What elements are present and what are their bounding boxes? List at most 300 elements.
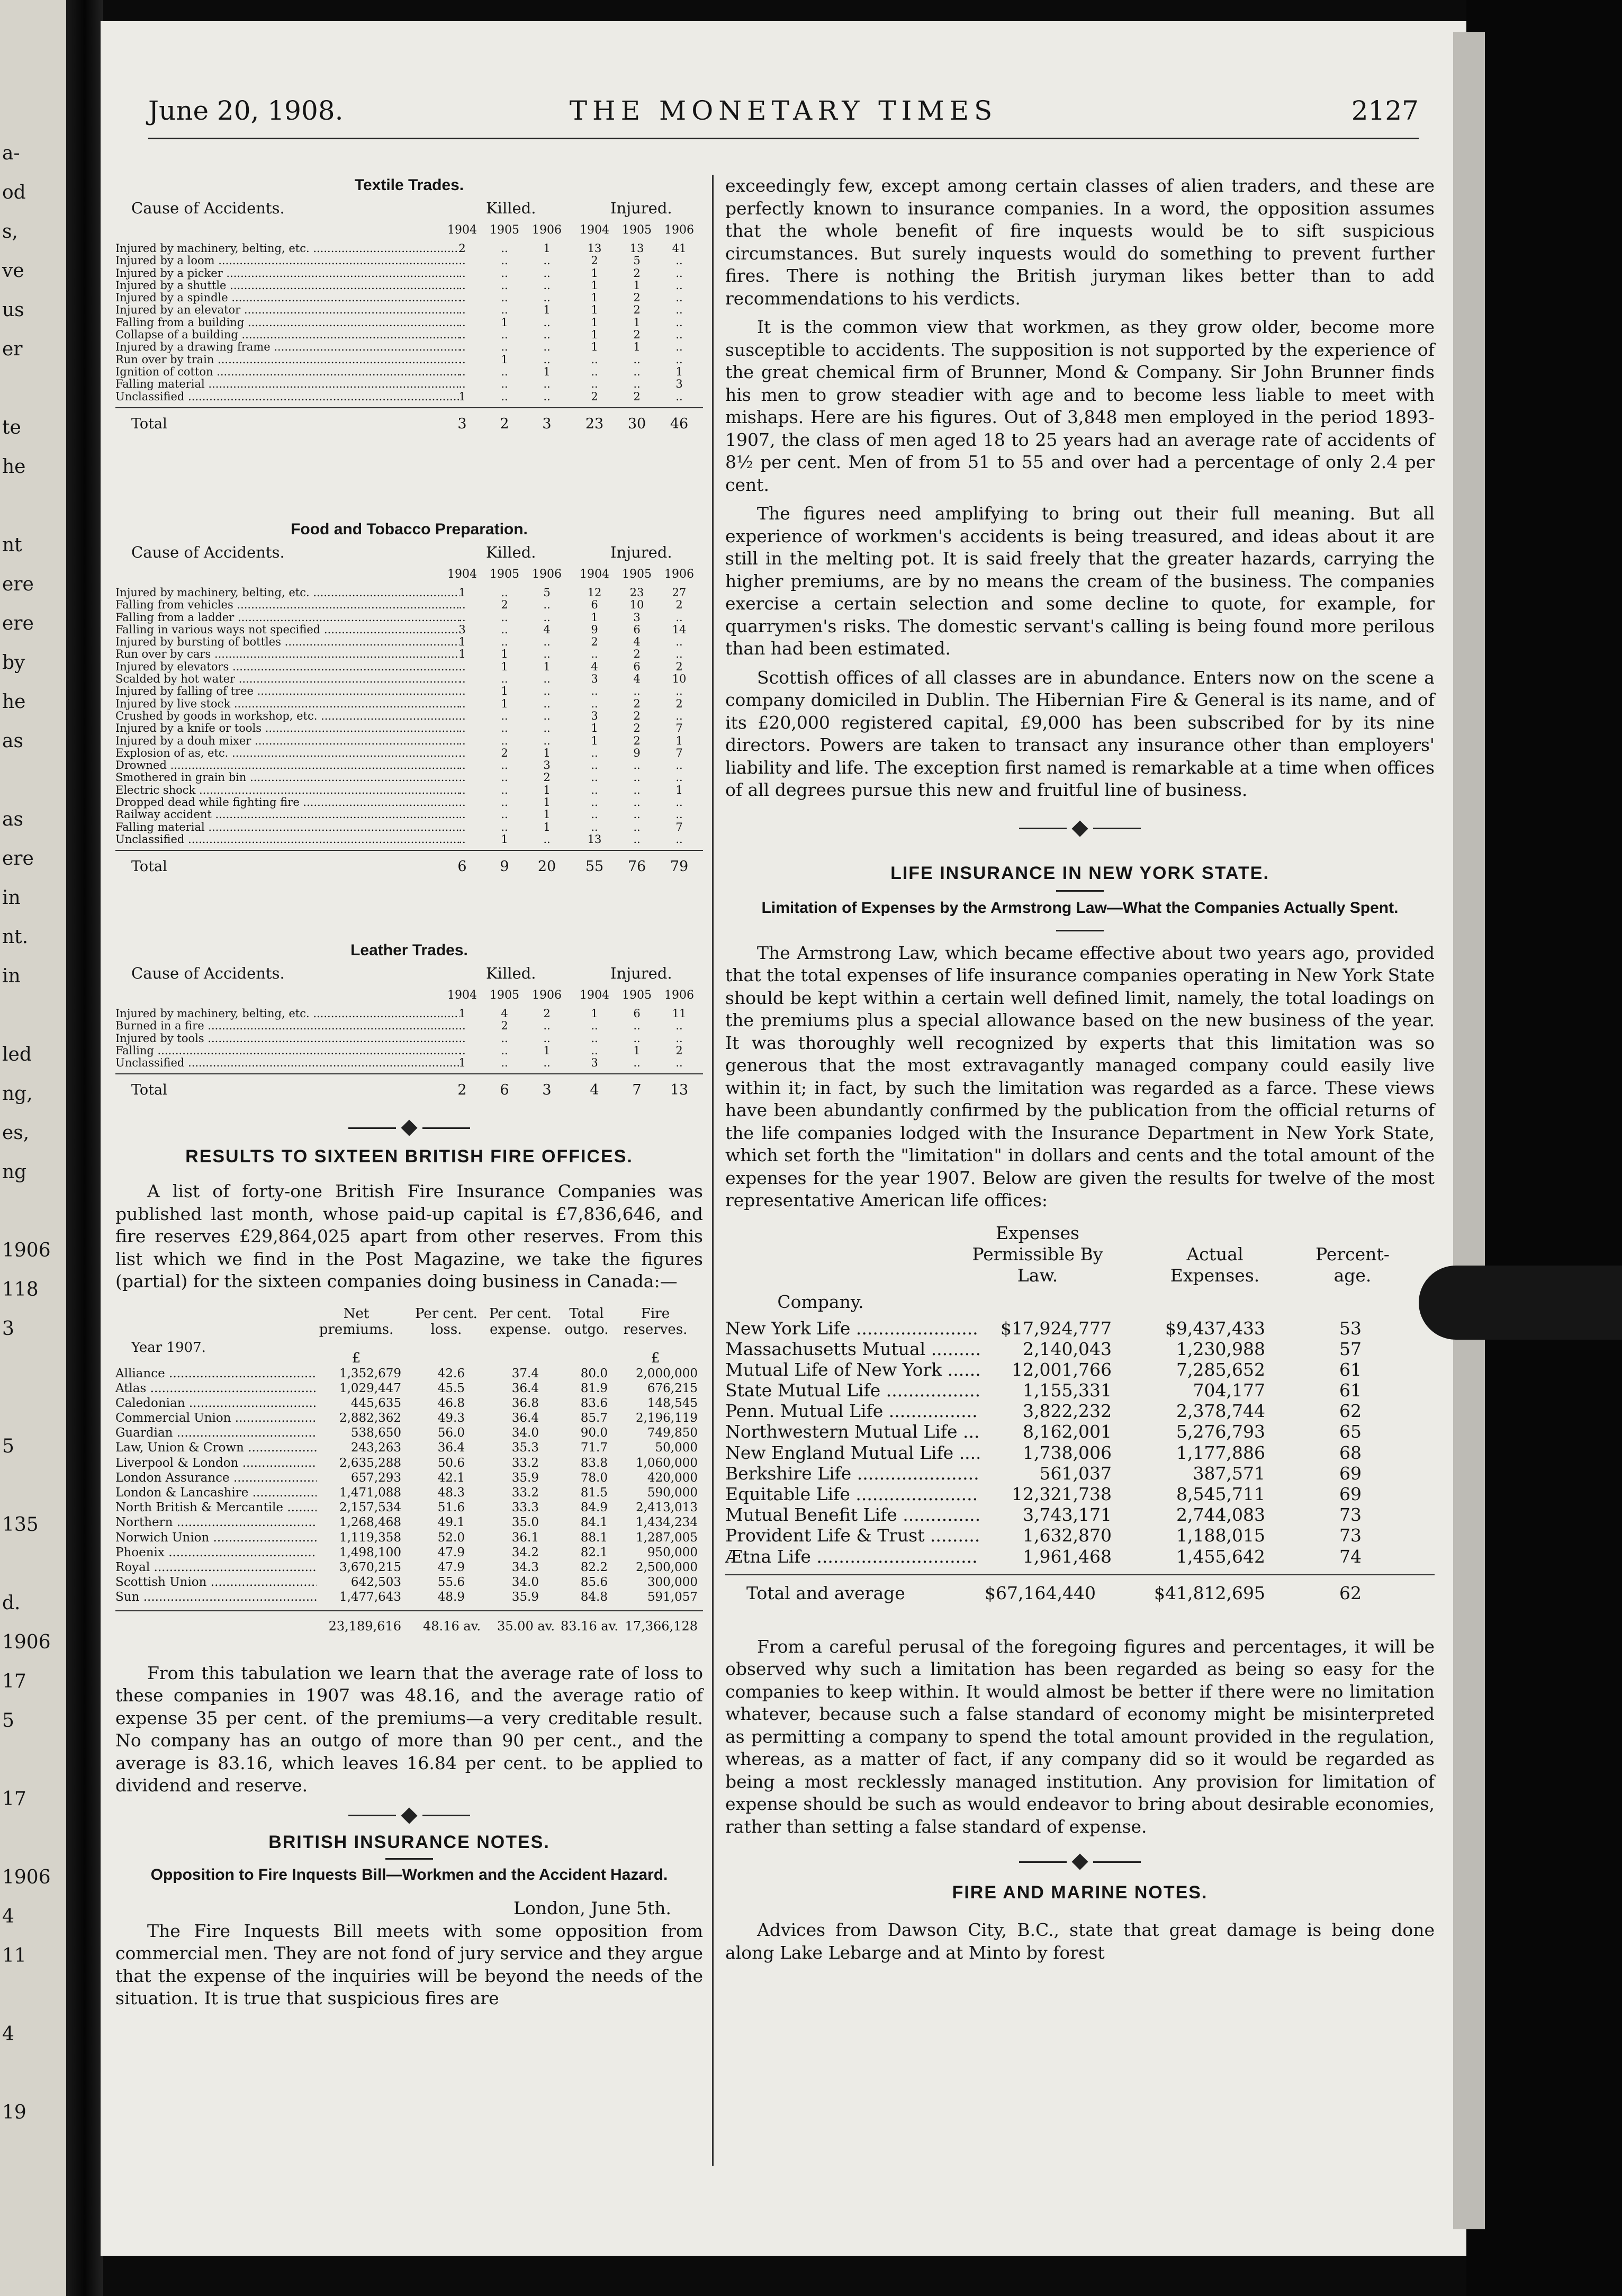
page-number: 2127 [1351, 95, 1419, 126]
count-cell: 13 [629, 242, 644, 255]
table-row [725, 1525, 1435, 1546]
section-ornament [115, 1115, 703, 1141]
table-row [115, 636, 703, 648]
cause-label: Injured by elevators ..... [115, 661, 459, 673]
count-cell: 11 [672, 1007, 687, 1020]
count-cell: 1 [458, 1056, 466, 1070]
col-percentage: Percent-age. [1315, 1243, 1390, 1286]
count-cell: .. [501, 808, 508, 821]
total-cell: 3 [542, 415, 552, 432]
british-notes-heading: BRITISH INSURANCE NOTES. [268, 1832, 550, 1852]
total-label: Total and average [746, 1582, 905, 1603]
table-row [115, 1515, 703, 1530]
count-cell: 3 [543, 759, 551, 772]
value-cell: 36.4 [511, 1411, 539, 1425]
value-cell: 61 [1339, 1380, 1362, 1401]
count-cell: 1 [543, 242, 551, 255]
count-cell: .. [591, 1019, 598, 1033]
count-cell: 4 [633, 635, 641, 649]
british-notes-para2: It is the common view that workmen, as they grow older, become more susceptible to accidents. The supposition is not supported by the experience of the great chemical firm of Brunner, Mond & Company. Sir John Brunner finds his men to grow steadier with age and to become less liable to meet with mishaps. Here are his figures. Out of 3,848 men employed in the period 1893-1907, the class of men aged 18 to 25 years had an average rate of accidents of 8½ per cent. Men of from 51 to 55 and over had a percentage of only 2.4 per cent. [725, 317, 1435, 495]
adjacent-text-fragment: ve [2, 260, 24, 282]
value-cell: 12,001,766 [1012, 1359, 1112, 1380]
value-cell: 1,268,468 [339, 1515, 401, 1530]
value-cell: 84.9 [580, 1501, 608, 1515]
count-cell: .. [675, 340, 683, 354]
count-cell: 3 [675, 378, 683, 391]
count-cell: 2 [633, 722, 641, 735]
count-cell: .. [633, 771, 641, 784]
year-label: 1905 [490, 568, 519, 581]
table-row [115, 747, 703, 759]
cause-label: Drowned ..... [115, 759, 459, 772]
count-cell: 2 [591, 254, 598, 267]
count-cell: 1 [501, 685, 508, 698]
count-cell: .. [458, 303, 466, 317]
value-cell: 42.1 [437, 1470, 465, 1485]
count-cell: .. [501, 328, 508, 342]
fire-offices-conclusion: From this tabulation we learn that the average rate of loss to these companies in 1907 was 48.16, and the average ratio of expense 35 per cent. of the premiums—a very creditable result. No company has an outgo of more than 90 per cent., and the average is 83.16, which leaves 16.84 per cent. to be applied to dividend and reserve. [115, 1662, 703, 1796]
value-cell: 1,434,234 [635, 1515, 698, 1530]
life-table-body [725, 1318, 1435, 1567]
count-cell: 1 [591, 279, 598, 292]
column-divider [712, 175, 714, 2166]
count-cell: 3 [591, 1056, 598, 1070]
adjacent-text-fragment: 3 [2, 1318, 14, 1340]
adjacent-text-fragment: od [2, 182, 26, 203]
adjacent-text-fragment: us [2, 299, 24, 321]
year-header-row [115, 568, 703, 587]
fire-table-body [115, 1366, 703, 1605]
count-cell: 2 [501, 1019, 508, 1033]
count-cell: .. [633, 832, 641, 846]
year-label: 1905 [490, 223, 519, 237]
count-cell: .. [458, 697, 466, 710]
count-cell: .. [501, 759, 508, 772]
value-cell: 56.0 [437, 1426, 465, 1440]
table-row [115, 1560, 703, 1575]
adjacent-text-fragment: 17 [2, 1788, 26, 1810]
count-cell: 1 [633, 340, 641, 354]
count-cell: .. [458, 685, 466, 698]
value-cell: 1,287,005 [635, 1530, 698, 1545]
count-cell: .. [543, 266, 551, 280]
table-row [115, 255, 703, 267]
count-cell: .. [501, 820, 508, 833]
value-cell: 50.6 [437, 1456, 465, 1470]
col-reserves: Fire reserves. [623, 1305, 688, 1338]
adjacent-text-fragment: nt [2, 534, 22, 556]
count-cell: .. [591, 808, 598, 821]
count-cell: 1 [543, 783, 551, 796]
col-company: Company. [777, 1291, 864, 1312]
count-cell: 2 [633, 390, 641, 403]
count-cell: .. [675, 328, 683, 342]
year-label: 1906 [532, 989, 562, 1002]
year-label: 1905 [622, 989, 652, 1002]
cause-label: Injured by machinery, belting, etc. ..... [115, 243, 459, 255]
total-cell: 4 [590, 1082, 599, 1099]
count-cell: .. [591, 365, 598, 378]
col-expense: Per cent. expense. [489, 1305, 552, 1338]
company-name: New York Life ..... [725, 1318, 979, 1339]
count-cell: 1 [501, 316, 508, 329]
count-cell: .. [675, 266, 683, 280]
count-cell: .. [543, 316, 551, 329]
value-cell: 81.5 [580, 1486, 608, 1500]
value-cell: 34.0 [511, 1575, 539, 1590]
count-cell: 6 [633, 623, 641, 636]
value-cell: 5,276,793 [1176, 1421, 1265, 1442]
count-cell: .. [501, 1044, 508, 1057]
adjacent-text-fragment: 1906 [2, 1867, 51, 1888]
company-name: Commercial Union ..... [115, 1411, 317, 1425]
year-label: 1906 [532, 568, 562, 581]
count-cell: .. [543, 1019, 551, 1033]
count-cell: 12 [587, 586, 602, 599]
count-cell: 6 [633, 660, 641, 673]
count-cell: .. [501, 279, 508, 292]
value-cell: 33.3 [511, 1501, 539, 1515]
count-cell: 2 [633, 709, 641, 722]
table-row [725, 1359, 1435, 1380]
company-name: London & Lancashire ..... [115, 1485, 317, 1500]
count-cell: .. [543, 734, 551, 747]
count-cell: .. [591, 759, 598, 772]
cause-label: Falling material ..... [115, 821, 459, 833]
value-cell: 2,635,288 [339, 1456, 401, 1470]
total-actual: $41,812,695 [1154, 1582, 1265, 1603]
value-cell: 45.5 [437, 1381, 465, 1395]
value-cell: 65 [1339, 1421, 1362, 1442]
count-cell: 14 [672, 623, 687, 636]
life-table-header [725, 1217, 1435, 1318]
cause-label: Unclassified ..... [115, 1057, 459, 1069]
count-cell: .. [591, 648, 598, 661]
value-cell: 33.2 [511, 1456, 539, 1470]
value-cell: 12,321,738 [1012, 1484, 1112, 1504]
value-cell: 148,545 [647, 1396, 698, 1410]
fire-marine-para1: Advices from Dawson City, B.C., state that great damage is being done along Lake Lebarge and at Minto by forest [725, 1920, 1435, 1963]
count-cell: .. [458, 808, 466, 821]
value-cell: 445,635 [350, 1396, 401, 1410]
injured-label: Injured. [610, 964, 672, 982]
cause-label: Injured by a loom ..... [115, 255, 459, 267]
table-row [725, 1504, 1435, 1525]
british-notes-para4: Scottish offices of all classes are in abundance. Enters now on the scene a company domiciled in Dublin. The Hibernian Fire & General is its name, and of its £20,000 registered capital, £9,000 has been subscribed for by its nine directors. Powers are taken to transact any insurance other than employers' liability and life. The exception first named is remarkable at a time when offices of all degrees pursue this new and fruitful line of business. [725, 667, 1435, 800]
table-row [115, 1381, 703, 1396]
fire-table-header [115, 1303, 703, 1366]
count-cell: 10 [672, 672, 687, 686]
count-cell: 1 [543, 746, 551, 759]
value-cell: 49.1 [437, 1515, 465, 1530]
table-row [725, 1401, 1435, 1421]
cause-label: Burned in a fire ..... [115, 1020, 459, 1032]
count-cell: .. [675, 635, 683, 649]
count-cell: 9 [591, 623, 598, 636]
count-cell: .. [458, 1032, 466, 1045]
year-label: 1906 [664, 989, 694, 1002]
value-cell: 3,822,232 [1023, 1401, 1112, 1422]
divider [385, 1858, 433, 1860]
count-cell: .. [543, 832, 551, 846]
table-title: Textile Trades. [354, 176, 464, 194]
count-cell: 7 [675, 820, 683, 833]
company-name: Caledonian ..... [115, 1396, 317, 1411]
adjacent-text-fragment: te [2, 417, 21, 438]
value-cell: 561,037 [1039, 1463, 1112, 1484]
count-cell: .. [591, 820, 598, 833]
value-cell: 71.7 [580, 1441, 608, 1455]
adjacent-text-fragment: 11 [2, 1945, 26, 1967]
cause-label: Smothered in grain bin ..... [115, 772, 459, 784]
company-name: Atlas ..... [115, 1381, 317, 1396]
count-cell: 1 [543, 820, 551, 833]
count-cell: .. [543, 279, 551, 292]
value-cell: 1,119,358 [339, 1530, 401, 1545]
count-cell: .. [501, 390, 508, 403]
table-row [115, 685, 703, 697]
value-cell: 46.8 [437, 1396, 465, 1410]
count-cell: .. [543, 598, 551, 612]
count-cell: 1 [501, 697, 508, 710]
count-cell: 2 [675, 697, 683, 710]
value-cell: 1,961,468 [1023, 1546, 1112, 1567]
table-row [725, 1463, 1435, 1484]
value-cell: 1,230,988 [1176, 1338, 1265, 1359]
count-cell: .. [458, 291, 466, 304]
count-cell: .. [591, 746, 598, 759]
count-cell: .. [633, 1056, 641, 1070]
textile-trades-table [115, 175, 703, 519]
value-cell: 73 [1339, 1525, 1362, 1546]
company-name: Mutual Benefit Life ..... [725, 1504, 979, 1525]
value-cell: 84.8 [580, 1590, 608, 1604]
value-cell: 85.6 [580, 1575, 608, 1590]
table-row [115, 673, 703, 685]
value-cell: 82.1 [580, 1545, 608, 1559]
table-row [725, 1546, 1435, 1567]
total-label: Total [131, 415, 167, 432]
count-cell: .. [458, 365, 466, 378]
count-cell: .. [675, 832, 683, 846]
count-cell: 6 [633, 1007, 641, 1020]
value-cell: 36.8 [511, 1396, 539, 1410]
adjacent-text-fragment: es, [2, 1122, 30, 1144]
british-notes-para1: The Fire Inquests Bill meets with some opposition from commercial men. They are not fond of jury service and they argue that the expense of the inquiries will be beyond the needs of the situation. It is true that suspicious fires are [115, 1920, 703, 2008]
year-label: 1904 [580, 568, 609, 581]
total-cell: 6 [457, 858, 467, 875]
value-cell: 1,477,643 [339, 1590, 401, 1604]
value-cell: $17,924,777 [1001, 1317, 1112, 1339]
count-cell: 2 [501, 746, 508, 759]
count-cell: .. [543, 709, 551, 722]
value-cell: 74 [1339, 1546, 1362, 1567]
count-cell: 1 [633, 316, 641, 329]
table-row [115, 722, 703, 734]
count-cell: 27 [672, 586, 687, 599]
count-cell: 1 [543, 796, 551, 809]
value-cell: 33.2 [511, 1486, 539, 1500]
total-row [115, 850, 703, 883]
count-cell: .. [591, 685, 598, 698]
count-cell: 1 [458, 648, 466, 661]
year-label: 1904 [447, 989, 477, 1002]
year-label: 1904 [447, 568, 477, 581]
value-cell: 47.9 [437, 1545, 465, 1559]
british-notes-para3: The figures need amplifying to bring out their full meaning. But all experience of workmen's accidents is being treasured, and ideas about it are still in the melting pot. It is said freely that the greater hazards, carrying the higher premiums, are by no means the cream of the business. The companies exercise a certain selection and some decline to quote, for example, for quarrymen's risks. The domestic servant's calling is being found more perilous than had been estimated. [725, 503, 1435, 659]
count-cell: 4 [633, 672, 641, 686]
cause-label: Injured by a knife or tools ..... [115, 722, 459, 734]
table-row [725, 1484, 1435, 1504]
count-cell: .. [633, 820, 641, 833]
count-cell: .. [675, 291, 683, 304]
count-cell: 1 [458, 635, 466, 649]
table-row [115, 1045, 703, 1057]
page-edge [1453, 32, 1485, 2229]
table-row [115, 1366, 703, 1381]
count-cell: .. [543, 672, 551, 686]
count-cell: .. [675, 648, 683, 661]
count-cell: 4 [591, 660, 598, 673]
value-cell: 1,060,000 [635, 1456, 698, 1470]
value-cell: 1,738,006 [1023, 1442, 1112, 1463]
total-cell: 30 [627, 415, 646, 432]
count-cell: .. [458, 796, 466, 809]
value-cell: 657,293 [350, 1470, 401, 1485]
count-cell: .. [591, 1044, 598, 1057]
cause-label: Injured by tools ..... [115, 1033, 459, 1045]
cause-label: Injured by a picker ..... [115, 267, 459, 280]
count-cell: .. [633, 685, 641, 698]
table-row [115, 1575, 703, 1590]
table-row [115, 267, 703, 280]
total-row [115, 407, 703, 440]
life-ny-subheading: Limitation of Expenses by the Armstrong Law—What the Companies Actually Spent. [761, 899, 1399, 917]
year-label: 1904 [580, 223, 609, 237]
count-cell: 7 [675, 722, 683, 735]
table-row [115, 1008, 703, 1020]
table-row [115, 1425, 703, 1440]
value-cell: 8,545,711 [1176, 1484, 1265, 1504]
count-cell: .. [675, 316, 683, 329]
count-cell: 2 [543, 1007, 551, 1020]
cause-label: Injured by an elevator ..... [115, 304, 459, 316]
count-cell: .. [501, 635, 508, 649]
cause-label: Railway accident ..... [115, 809, 459, 821]
count-cell: .. [675, 254, 683, 267]
count-cell: 3 [591, 709, 598, 722]
table-row [725, 1421, 1435, 1442]
total-cell: 20 [537, 858, 556, 875]
count-cell: 10 [629, 598, 644, 612]
count-cell: .. [543, 1032, 551, 1045]
count-cell: 1 [591, 328, 598, 342]
count-cell: 1 [458, 586, 466, 599]
injured-label: Injured. [610, 199, 672, 217]
count-cell: 1 [591, 303, 598, 317]
count-cell: 2 [633, 303, 641, 317]
value-cell: 52.0 [437, 1530, 465, 1545]
count-cell: 1 [543, 808, 551, 821]
count-cell: .. [458, 279, 466, 292]
value-cell: 2,882,362 [339, 1411, 401, 1425]
value-cell: 35.9 [511, 1470, 539, 1485]
value-cell: 1,029,447 [339, 1381, 401, 1395]
adjacent-text-fragment: d. [2, 1592, 21, 1614]
count-cell: .. [458, 1044, 466, 1057]
right-column [725, 175, 1435, 1964]
count-cell: 1 [501, 660, 508, 673]
british-notes-para1-continued: exceedingly few, except among certain classes of alien traders, and these are perfectly known to insurance companies. In a word, the opposition assumes that the whole benefit of fire inquests would be to sift suspicious circumstances. But surely inquests would do something to prevent further fires. There is nothing the British juryman likes better than to add recommendations to his verdicts. [725, 175, 1435, 309]
count-cell: 6 [591, 598, 598, 612]
count-cell: .. [633, 796, 641, 809]
count-cell: .. [501, 266, 508, 280]
company-name: Massachusetts Mutual ..... [725, 1339, 979, 1359]
count-cell: 13 [587, 242, 602, 255]
count-cell: .. [458, 328, 466, 342]
value-cell: 2,413,013 [635, 1501, 698, 1515]
table-row [115, 354, 703, 366]
value-cell: 34.3 [511, 1560, 539, 1574]
col-actual: Actual Expenses. [1170, 1243, 1260, 1286]
cause-label: Unclassified ..... [115, 833, 459, 846]
count-cell: 1 [501, 832, 508, 846]
count-cell: .. [458, 783, 466, 796]
count-cell: .. [543, 722, 551, 735]
year-label: 1904 [447, 223, 477, 237]
count-cell: 2 [633, 734, 641, 747]
table-row [115, 1590, 703, 1604]
value-cell: 82.2 [580, 1560, 608, 1574]
count-cell: .. [591, 771, 598, 784]
table-row [115, 648, 703, 660]
value-cell: 642,503 [350, 1575, 401, 1590]
count-cell: .. [501, 303, 508, 317]
count-cell: .. [675, 709, 683, 722]
value-cell: $9,437,433 [1165, 1317, 1265, 1339]
count-cell: 5 [543, 586, 551, 599]
count-cell: .. [501, 254, 508, 267]
count-cell: .. [591, 378, 598, 391]
table-row [115, 341, 703, 353]
divider [1056, 930, 1104, 931]
value-cell: 704,177 [1193, 1380, 1265, 1401]
count-cell: .. [675, 353, 683, 366]
value-cell: 55.6 [437, 1575, 465, 1590]
count-cell: .. [501, 734, 508, 747]
table-row [115, 1485, 703, 1500]
value-cell: 1,188,015 [1176, 1525, 1265, 1546]
count-cell: 2 [458, 242, 466, 255]
total-row [115, 1073, 703, 1106]
company-name: London Assurance ..... [115, 1470, 317, 1485]
count-cell: 1 [675, 365, 683, 378]
section-ornament [725, 815, 1435, 842]
value-cell: 538,650 [350, 1426, 401, 1440]
count-cell: 9 [633, 746, 641, 759]
killed-label: Killed. [486, 964, 536, 982]
adjacent-text-fragment: by [2, 652, 25, 674]
total-cell: 3 [542, 1082, 552, 1099]
value-cell: 73 [1339, 1504, 1362, 1526]
value-cell: 243,263 [350, 1441, 401, 1455]
value-cell: 42.6 [437, 1366, 465, 1380]
cause-label: Explosion of as, etc. ..... [115, 747, 459, 759]
count-cell: .. [501, 1032, 508, 1045]
table-row [115, 759, 703, 772]
count-cell: 1 [543, 660, 551, 673]
table-title: Food and Tobacco Preparation. [291, 521, 528, 538]
